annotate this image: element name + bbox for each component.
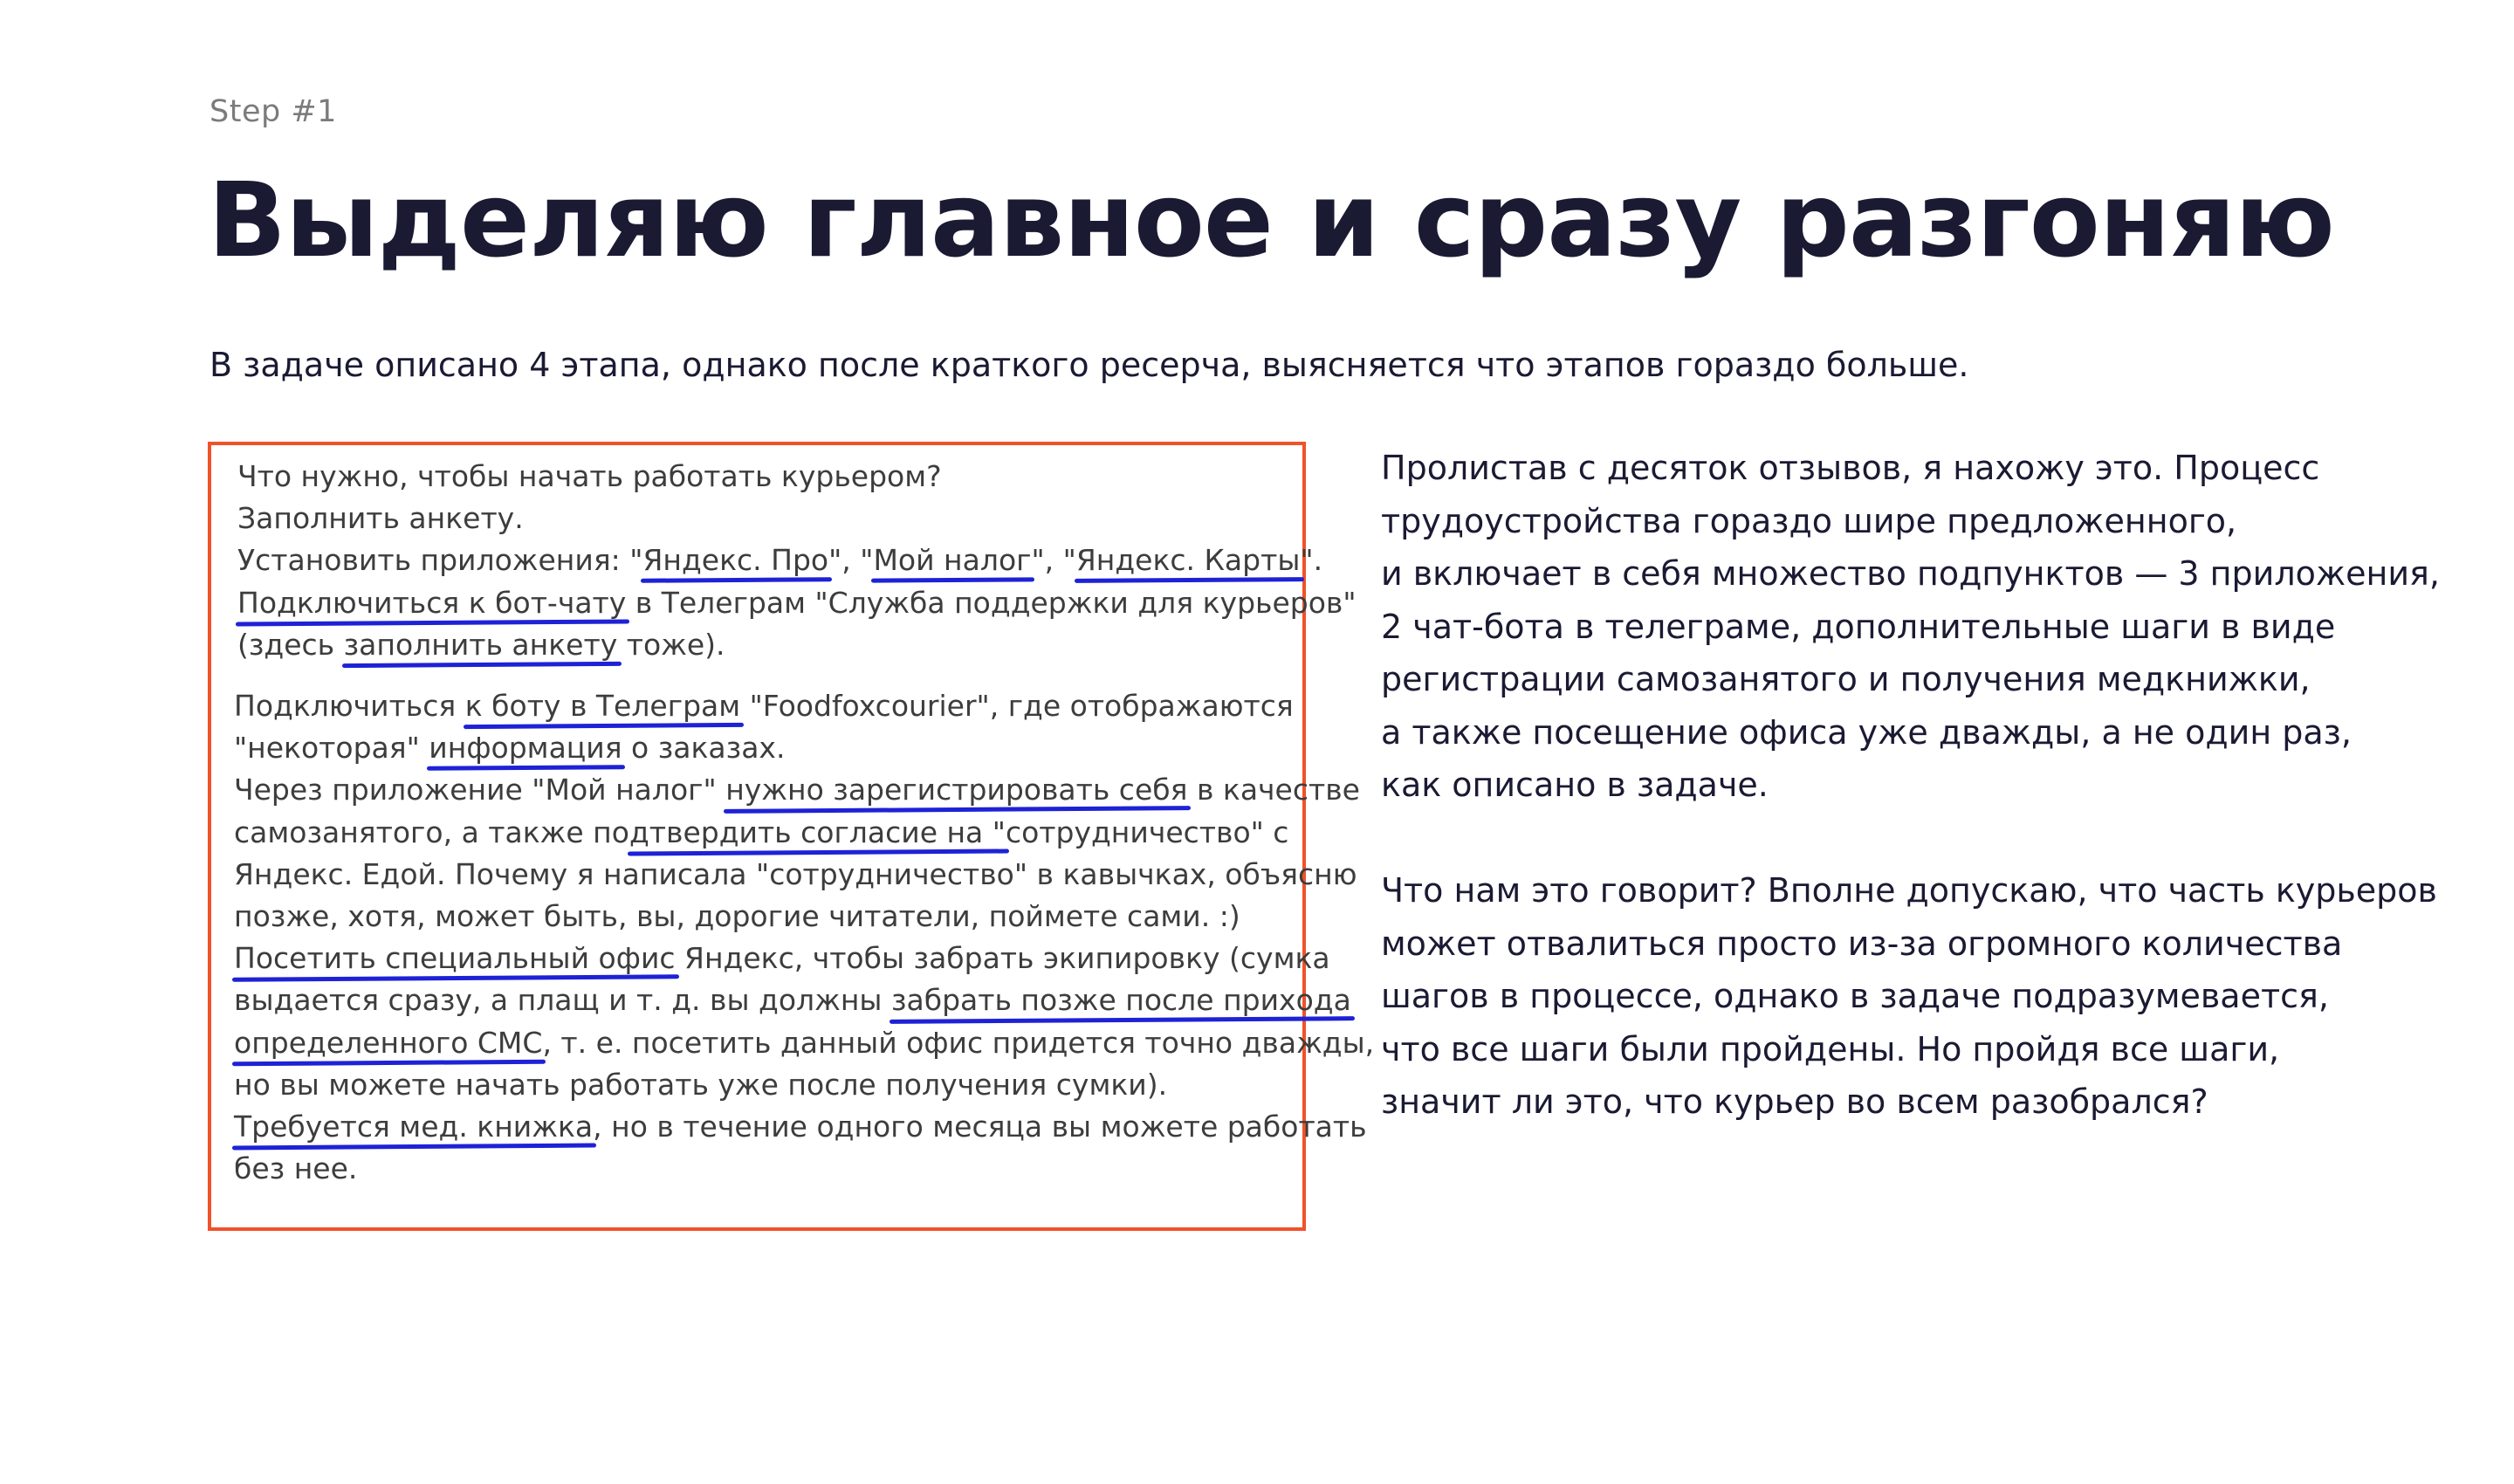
quote-line <box>234 1064 1374 1106</box>
quote-text: в Телеграм "Служба поддержки для курьеров" <box>626 585 1357 620</box>
quote-text: Яндекс. Едой. Почему я написала "сотрудничество" в кавычках, объясню <box>234 856 1357 891</box>
quote-text: (здесь <box>237 627 344 662</box>
quote-paragraph-1 <box>237 456 1357 666</box>
page-title: Выделяю главное и сразу разгоняю <box>208 160 2334 280</box>
quote-text: Установить приложения: " <box>237 543 643 578</box>
quote-line <box>237 539 1357 581</box>
quote-text: "Foodfoxcourier", где отображаются <box>740 689 1294 723</box>
quote-text: , но в течение одного месяца вы можете работать <box>593 1110 1367 1144</box>
underlined-phrase: информация <box>429 731 622 766</box>
quote-line <box>234 1022 1374 1064</box>
step-label: Step #1 <box>210 94 337 129</box>
underlined-phrase: Яндекс. Про <box>642 543 829 578</box>
quote-text: Подключиться <box>234 689 465 723</box>
analysis-line: значит ли это, что курьер во всем разобрался? <box>1381 1082 2208 1121</box>
underlined-phrase: дтвердить согласие на " <box>628 814 1006 849</box>
quote-text: выдается сразу, а плащ и т. д. вы должны <box>234 983 891 1018</box>
underlined-phrase: Мой налог <box>873 543 1032 578</box>
quote-line <box>234 812 1374 854</box>
underlined-phrase: заполнить анкету <box>343 627 618 662</box>
underlined-phrase: Требуется мед. книжка <box>234 1110 594 1144</box>
quote-line <box>237 624 1357 666</box>
quote-line <box>237 498 1357 539</box>
quote-line <box>234 1148 1374 1190</box>
quote-line <box>237 582 1357 624</box>
quote-text: "некоторая" <box>234 731 429 766</box>
underlined-phrase: нужно зарегистрировать себя <box>725 773 1188 807</box>
quote-line <box>234 938 1374 979</box>
quote-text: сотрудничество" с <box>1005 814 1289 849</box>
analysis-line: Пролистав с десяток отзывов, я нахожу это. Процесс <box>1381 449 2320 487</box>
intro-text: В задаче описано 4 этапа, однако после краткого ресерча, выясняется что этапов гораздо больше. <box>210 346 1969 384</box>
underlined-phrase: Яндекс. Карты <box>1075 543 1301 578</box>
quote-line <box>234 1106 1374 1148</box>
quote-line <box>234 854 1374 896</box>
analysis-line: как описано в задаче. <box>1381 766 1769 804</box>
quote-text: в качестве <box>1187 773 1360 807</box>
analysis-line: а также посещение офиса уже дважды, а не один раз, <box>1381 712 2352 752</box>
quote-text: Яндекс, чтобы забрать экипировку (сумка <box>675 941 1330 976</box>
quote-text: ", " <box>828 543 874 578</box>
quote-line <box>237 456 1357 498</box>
analysis-paragraph-2 <box>1381 864 2437 1129</box>
quote-text: тоже). <box>617 627 725 662</box>
underlined-phrase: Посетить специальный офис <box>234 941 676 976</box>
analysis-line: Что нам это говорит? Вполне допускаю, что часть курьеров <box>1381 871 2437 910</box>
analysis-line: что все шаги были пройдены. Но пройдя все шаги, <box>1381 1029 2280 1068</box>
quote-text: без нее. <box>234 1151 358 1186</box>
quote-line <box>234 685 1374 727</box>
quote-text: Что нужно, чтобы начать работать курьером? <box>237 459 942 493</box>
underlined-phrase: определенного СМС <box>234 1025 543 1060</box>
quote-text: , т. е. посетить данный офис придется точно дважды, <box>542 1025 1375 1060</box>
quoted-review-box <box>208 442 1375 1231</box>
quote-text: о заказах. <box>622 731 786 766</box>
quote-line <box>234 896 1374 938</box>
quote-line <box>234 979 1374 1021</box>
quote-line <box>234 769 1374 811</box>
analysis-line: трудоустройства гораздо шире предложенного, <box>1381 501 2237 540</box>
underlined-phrase: к боту в Телеграм <box>464 689 741 723</box>
quote-text: ". <box>1300 543 1323 578</box>
underlined-phrase: забрать позже после прихода <box>890 983 1351 1018</box>
quote-text: но вы можете начать работать уже после получения сумки). <box>234 1067 1168 1102</box>
quote-text: самозанятого, а также по <box>234 814 629 849</box>
underlined-phrase: Подключиться к бот-чату <box>237 585 627 620</box>
analysis-line: может отвалиться просто из-за огромного количества <box>1381 924 2343 963</box>
quote-text: Через приложение "Мой налог" <box>234 773 726 807</box>
quote-paragraph-2 <box>234 685 1374 1190</box>
quote-text: ", " <box>1031 543 1076 578</box>
quote-text: позже, хотя, может быть, вы, дорогие читатели, поймете сами. :) <box>234 899 1240 934</box>
analysis-line: регистрации самозанятого и получения медкнижки, <box>1381 660 2311 698</box>
analysis-line: шагов в процессе, однако в задаче подразумевается, <box>1381 977 2329 1015</box>
quote-line <box>234 727 1374 769</box>
quote-text: Заполнить анкету. <box>237 501 524 536</box>
analysis-line: и включает в себя множество подпунктов — 3 приложения, <box>1381 554 2440 593</box>
analysis-paragraph-1 <box>1381 442 2440 812</box>
analysis-line: 2 чат-бота в телеграме, дополнительные шаги в виде <box>1381 607 2336 646</box>
